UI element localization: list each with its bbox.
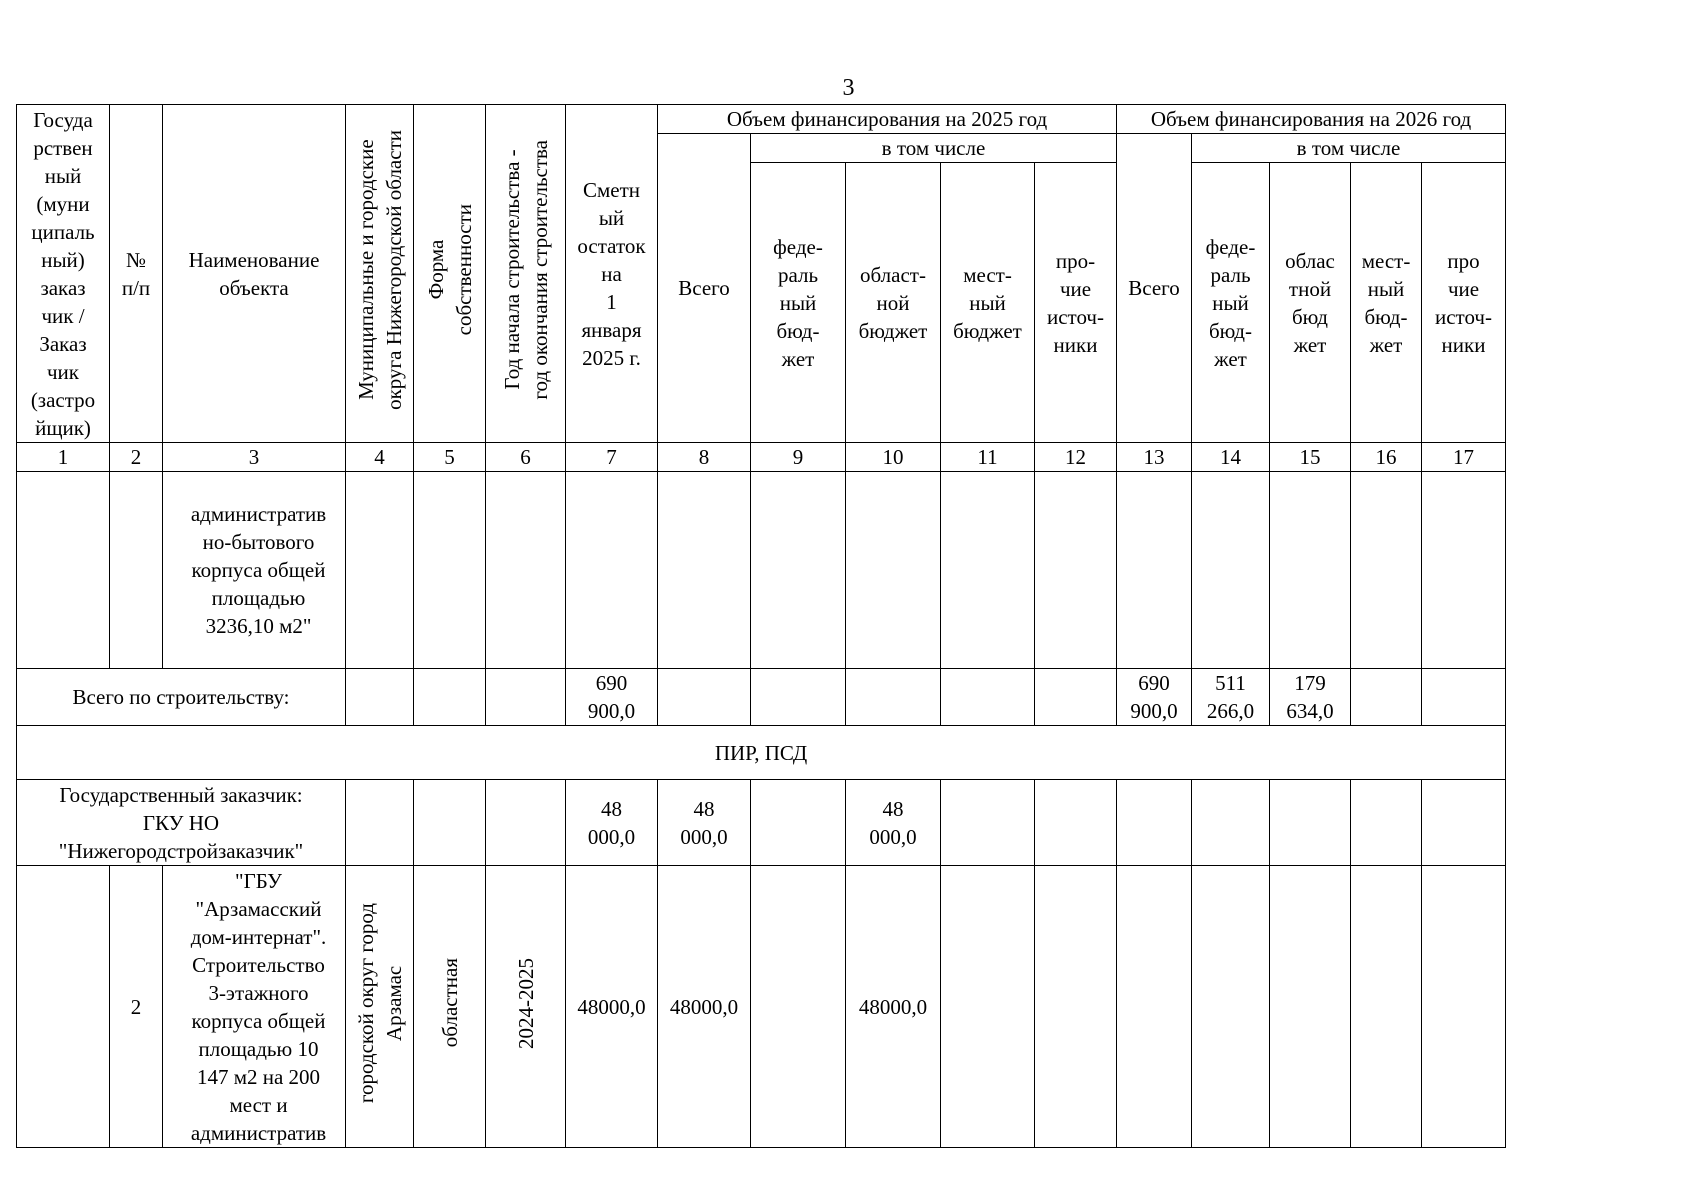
header-object-name: Наименование объекта xyxy=(163,105,346,443)
cell-empty xyxy=(941,866,1035,1148)
cell-empty xyxy=(17,472,110,669)
object-name: "ГБУ "Арзамасский дом-интернат". Строительство 3-этажного корпуса общей площадью 10 147 м2 на 200 мест и административ xyxy=(163,866,346,1148)
column-number: 1 xyxy=(17,443,110,472)
cell-empty xyxy=(1117,472,1192,669)
customer-row xyxy=(17,780,1506,866)
object-row xyxy=(17,866,1506,1148)
header-ownership xyxy=(414,105,486,443)
cell-empty xyxy=(1351,780,1422,866)
header-other-2025: про- чие источ- ники xyxy=(1035,163,1117,443)
cell-empty xyxy=(1270,472,1351,669)
header-row-1 xyxy=(17,105,1506,134)
section-row xyxy=(17,726,1506,780)
column-number: 17 xyxy=(1422,443,1506,472)
cell-empty xyxy=(414,669,486,726)
object-district xyxy=(346,866,414,1148)
header-municipality xyxy=(346,105,414,443)
header-federal-2026: феде- раль ный бюд- жет xyxy=(1192,163,1270,443)
column-number: 8 xyxy=(658,443,751,472)
total-construction-row xyxy=(17,669,1506,726)
cell-empty xyxy=(346,780,414,866)
column-number: 13 xyxy=(1117,443,1192,472)
column-number: 4 xyxy=(346,443,414,472)
cell-empty xyxy=(1270,780,1351,866)
cell-empty xyxy=(110,472,163,669)
column-number: 9 xyxy=(751,443,846,472)
header-total-2025: Всего xyxy=(658,134,751,443)
object-years-text: 2024-2025 xyxy=(513,957,538,1049)
total-construction-regional-2026: 179 634,0 xyxy=(1270,669,1351,726)
cell-empty xyxy=(658,472,751,669)
cell-empty xyxy=(1351,472,1422,669)
column-number: 6 xyxy=(486,443,566,472)
header-municipality-text: Муниципальные и городские округа Нижегородской области xyxy=(353,130,406,410)
cell-empty xyxy=(1117,866,1192,1148)
cell-empty xyxy=(751,780,846,866)
cell-empty xyxy=(566,472,658,669)
column-number: 2 xyxy=(110,443,163,472)
header-other-2026: про чие источ- ники xyxy=(1422,163,1506,443)
cell-empty xyxy=(1117,780,1192,866)
cell-empty xyxy=(751,866,846,1148)
header-local-2026: мест- ный бюд- жет xyxy=(1351,163,1422,443)
header-federal-2025: феде- раль ный бюд- жет xyxy=(751,163,846,443)
object-number: 2 xyxy=(110,866,163,1148)
object-ownership xyxy=(414,866,486,1148)
cell-empty xyxy=(1422,472,1506,669)
object-ownership-text: областная xyxy=(437,958,462,1048)
object-district-text: городской округ город Арзамас xyxy=(353,902,406,1104)
cell-empty xyxy=(1192,780,1270,866)
total-construction-estimate: 690 900,0 xyxy=(566,669,658,726)
cell-empty xyxy=(486,669,566,726)
object-total-2025: 48000,0 xyxy=(658,866,751,1148)
cell-empty xyxy=(846,669,941,726)
column-numbers-row xyxy=(17,443,1506,472)
column-number: 5 xyxy=(414,443,486,472)
cell-empty xyxy=(751,472,846,669)
continuation-row xyxy=(17,472,1506,669)
header-number: № п/п xyxy=(110,105,163,443)
cell-empty xyxy=(346,669,414,726)
cell-empty xyxy=(414,780,486,866)
header-regional-2026: облас тной бюд жет xyxy=(1270,163,1351,443)
column-number: 15 xyxy=(1270,443,1351,472)
column-number: 11 xyxy=(941,443,1035,472)
cell-empty xyxy=(1192,866,1270,1148)
cell-empty xyxy=(658,669,751,726)
cell-empty xyxy=(1422,780,1506,866)
cell-empty xyxy=(1422,669,1506,726)
object-estimate: 48000,0 xyxy=(566,866,658,1148)
cell-empty xyxy=(1422,866,1506,1148)
header-total-2026: Всего xyxy=(1117,134,1192,443)
page-number: 3 xyxy=(842,75,855,101)
cell-empty xyxy=(1192,472,1270,669)
total-construction-label: Всего по строительству: xyxy=(17,669,346,726)
object-years xyxy=(486,866,566,1148)
continuation-object-name: административ но-бытового корпуса общей площадью 3236,10 м2" xyxy=(163,472,346,669)
header-regional-2025: област- ной бюджет xyxy=(846,163,941,443)
cell-empty xyxy=(1035,866,1117,1148)
financing-table xyxy=(16,104,1506,1148)
cell-empty xyxy=(414,472,486,669)
cell-empty xyxy=(941,472,1035,669)
cell-empty xyxy=(1035,780,1117,866)
total-construction-federal-2026: 511 266,0 xyxy=(1192,669,1270,726)
cell-empty xyxy=(1351,669,1422,726)
cell-empty xyxy=(751,669,846,726)
cell-empty xyxy=(486,472,566,669)
cell-empty xyxy=(941,780,1035,866)
object-regional-2025: 48000,0 xyxy=(846,866,941,1148)
column-number: 14 xyxy=(1192,443,1270,472)
cell-empty xyxy=(346,472,414,669)
cell-empty xyxy=(1035,669,1117,726)
customer-total-2025: 48 000,0 xyxy=(658,780,751,866)
header-estimate-balance: Сметн ый остаток на 1 января 2025 г. xyxy=(566,105,658,443)
header-years xyxy=(486,105,566,443)
cell-empty xyxy=(1270,866,1351,1148)
column-number: 7 xyxy=(566,443,658,472)
header-local-2025: мест- ный бюджет xyxy=(941,163,1035,443)
column-number: 10 xyxy=(846,443,941,472)
header-including-2025: в том числе xyxy=(751,134,1117,163)
section-title: ПИР, ПСД xyxy=(17,726,1506,780)
header-customer: Госуда рствен ный (муни ципаль ный) заказ чик / Заказ чик (застро йщик) xyxy=(17,105,110,443)
header-years-text: Год начала строительства - год окончания строительства xyxy=(499,140,552,400)
column-number: 16 xyxy=(1351,443,1422,472)
customer-estimate: 48 000,0 xyxy=(566,780,658,866)
cell-empty xyxy=(486,780,566,866)
header-financing-2025: Объем финансирования на 2025 год xyxy=(658,105,1117,134)
header-financing-2026: Объем финансирования на 2026 год xyxy=(1117,105,1506,134)
total-construction-total-2026: 690 900,0 xyxy=(1117,669,1192,726)
cell-empty xyxy=(17,866,110,1148)
column-number: 12 xyxy=(1035,443,1117,472)
cell-empty xyxy=(941,669,1035,726)
header-ownership-text: Форма собственности xyxy=(423,204,476,336)
cell-empty xyxy=(1351,866,1422,1148)
column-number: 3 xyxy=(163,443,346,472)
cell-empty xyxy=(1035,472,1117,669)
customer-label: Государственный заказчик: ГКУ НО "Нижегородстройзаказчик" xyxy=(17,780,346,866)
customer-regional-2025: 48 000,0 xyxy=(846,780,941,866)
cell-empty xyxy=(846,472,941,669)
header-including-2026: в том числе xyxy=(1192,134,1506,163)
